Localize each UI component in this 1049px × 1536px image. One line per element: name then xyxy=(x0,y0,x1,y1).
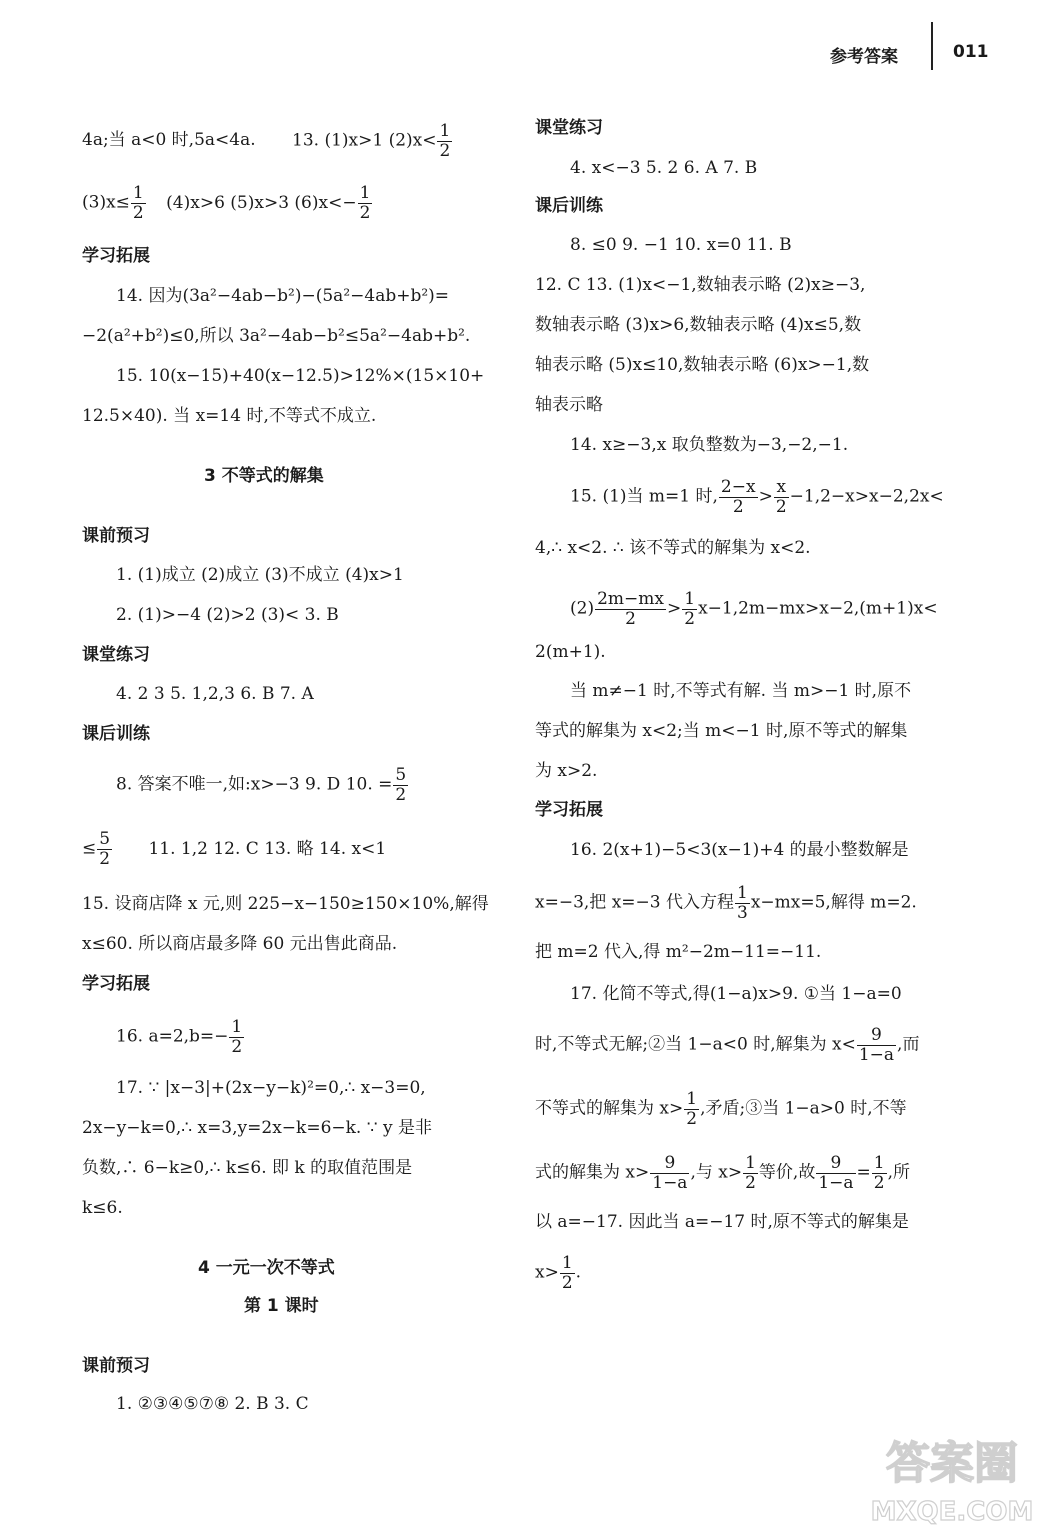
section-heading: 学习拓展 xyxy=(82,246,150,266)
answer-line: 数轴表示略 (3)x>6,数轴表示略 (4)x≤5,数 xyxy=(535,315,862,335)
answer-line: 16. 2(x+1)−5<3(x−1)+4 的最小整数解是 xyxy=(570,840,909,860)
answer-line: 2x−y−k=0,∴ x=3,y=2x−k=6−k. ∵ y 是非 xyxy=(82,1118,432,1138)
fraction: $\frac{5}{2}$ xyxy=(99,829,111,869)
section-heading: 课后训练 xyxy=(535,196,603,216)
text: 13. (1)x>1 (2)x< xyxy=(292,130,437,151)
answer-line xyxy=(535,1154,910,1192)
answer-line xyxy=(535,1254,581,1292)
fraction: $\frac{1}{2}$ xyxy=(439,121,451,161)
text: 时,不等式无解;②当 1−a<0 时,解集为 x< xyxy=(535,1034,856,1055)
answer-line: 把 m=2 代入,得 m²−2m−11=−11. xyxy=(535,942,822,962)
fraction: $\frac{1}{2}$ xyxy=(132,183,144,223)
answer-line xyxy=(116,766,409,804)
fraction: $\frac{x}{2}$ xyxy=(775,477,787,517)
fraction: $\frac{1}{2}$ xyxy=(231,1017,243,1057)
section-subtitle: 第 1 课时 xyxy=(244,1296,319,1316)
fraction: $\frac{9}{1-a}$ xyxy=(818,1153,854,1193)
answer-line: 2. (1)>−4 (2)>2 (3)< 3. B xyxy=(116,605,339,625)
answer-line: k≤6. xyxy=(82,1198,123,1218)
section-heading: 学习拓展 xyxy=(535,800,603,820)
answer-line: 当 m≠−1 时,不等式有解. 当 m>−1 时,原不 xyxy=(570,681,912,701)
text: ≤ xyxy=(82,838,97,859)
answer-line: 1. (1)成立 (2)成立 (3)不成立 (4)x>1 xyxy=(116,565,404,585)
text: x=−3,把 x=−3 代入方程 xyxy=(535,892,734,913)
answer-line xyxy=(535,1026,919,1064)
text: (2) xyxy=(570,598,595,619)
fraction: $\frac{1}{2}$ xyxy=(561,1253,573,1293)
answer-line: 14. 因为(3a²−4ab−b²)−(5a²−4ab+b²)= xyxy=(116,286,450,306)
answer-line xyxy=(82,132,256,149)
text: (3)x≤ xyxy=(82,192,130,213)
text: (4)x>6 (5)x>3 (6)x<− xyxy=(166,192,357,213)
answer-line: 1. ②③④⑤⑦⑧ 2. B 3. C xyxy=(116,1394,309,1414)
section-title: 4 一元一次不等式 xyxy=(198,1258,335,1278)
answer-line: 轴表示略 (5)x≤10,数轴表示略 (6)x>−1,数 xyxy=(535,355,870,375)
answer-line xyxy=(116,1018,245,1056)
fraction: $\frac{5}{2}$ xyxy=(395,765,407,805)
text: ,而 xyxy=(897,1034,920,1055)
answer-line xyxy=(292,122,453,160)
answer-line: 轴表示略 xyxy=(535,395,603,415)
answer-line xyxy=(535,884,917,922)
text: = xyxy=(856,1162,871,1183)
page-number: 011 xyxy=(953,42,989,62)
answer-line: 以 a=−17. 因此当 a=−17 时,原不等式的解集是 xyxy=(535,1212,909,1232)
text: x−mx=5,解得 m=2. xyxy=(750,892,917,913)
fraction: $\frac{2m-mx}{2}$ xyxy=(597,589,664,629)
section-heading: 课后训练 xyxy=(82,724,150,744)
answer-line: 12.5×40). 当 x=14 时,不等式不成立. xyxy=(82,406,377,426)
fraction: $\frac{1}{3}$ xyxy=(737,883,748,923)
text: 15. (1)当 m=1 时, xyxy=(570,486,718,507)
text: x−1,2m−mx>x−2,(m+1)x< xyxy=(698,598,938,619)
answer-line: 4. x<−3 5. 2 6. A 7. B xyxy=(570,158,758,178)
fraction: $\frac{1}{2}$ xyxy=(684,589,696,629)
period: . xyxy=(575,1262,582,1283)
fraction: $\frac{9}{1-a}$ xyxy=(652,1153,688,1193)
section-heading: 课前预习 xyxy=(82,526,150,546)
text: 等价,故 xyxy=(758,1162,816,1183)
text: −1,2−x>x−2,2x< xyxy=(789,486,944,507)
text: 4a;当 a<0 时,5a<4a. xyxy=(82,130,256,150)
answer-line: (2) $\frac{2m-mx}{2}$ > $\frac{1}{2}$ x−1,2m−mx>x−2,(m+1)x< xyxy=(570,589,938,629)
fraction: $\frac{1}{2}$ xyxy=(745,1153,756,1193)
answer-line: 2(m+1). xyxy=(535,642,606,662)
watermark-text-top: 答案圈 xyxy=(886,1438,1018,1489)
header-divider xyxy=(931,22,933,70)
answer-line: 等式的解集为 x<2;当 m<−1 时,原不等式的解集 xyxy=(535,721,908,741)
answer-line: 8. ≤0 9. −1 10. x=0 11. B xyxy=(570,235,792,255)
answer-line xyxy=(82,184,373,222)
text: 16. a=2,b=− xyxy=(116,1026,229,1047)
fraction: $\frac{1}{2}$ xyxy=(873,1153,885,1193)
text: 11. 1,2 12. C 13. 略 14. x<1 xyxy=(148,838,387,859)
section-heading: 课堂练习 xyxy=(82,645,150,665)
text: 不等式的解集为 x> xyxy=(535,1098,684,1119)
text: 8. 答案不唯一,如:x>−3 9. D 10. = xyxy=(116,774,393,795)
section-heading: 课堂练习 xyxy=(535,118,603,138)
text: 式的解集为 x> xyxy=(535,1162,650,1183)
answer-line: 4,∴ x<2. ∴ 该不等式的解集为 x<2. xyxy=(535,538,811,558)
answer-line: 17. ∵ |x−3|+(2x−y−k)²=0,∴ x−3=0, xyxy=(116,1078,426,1098)
watermark-text-bottom: MXQE.COM xyxy=(870,1497,1034,1527)
answer-line: 15. (1)当 m=1 时, $\frac{2-x}{2}$ > $\frac{x}{2}$ −1,2−x>x−2,2x< xyxy=(570,477,944,517)
text: ,与 x> xyxy=(690,1162,743,1183)
text: x> xyxy=(535,1262,559,1283)
answer-line: 14. x≥−3,x 取负整数为−3,−2,−1. xyxy=(570,435,849,455)
watermark-logo xyxy=(860,1420,1045,1530)
answer-line: 12. C 13. (1)x<−1,数轴表示略 (2)x≥−3, xyxy=(535,275,866,295)
answer-line: 4. 2 3 5. 1,2,3 6. B 7. A xyxy=(116,684,314,704)
section-title: 3 不等式的解集 xyxy=(204,466,324,486)
text: ,矛盾;③当 1−a>0 时,不等 xyxy=(700,1098,907,1119)
answer-line: 为 x>2. xyxy=(535,761,598,781)
section-heading: 课前预习 xyxy=(82,1356,150,1376)
answer-line: 17. 化简不等式,得(1−a)x>9. ①当 1−a=0 xyxy=(570,984,902,1004)
answer-line: 负数,∴ 6−k≥0,∴ k≤6. 即 k 的取值范围是 xyxy=(82,1158,413,1178)
answer-line: x≤60. 所以商店最多降 60 元出售此商品. xyxy=(82,934,398,954)
fraction: $\frac{1}{2}$ xyxy=(686,1089,698,1129)
header-title: 参考答案 xyxy=(830,47,898,67)
text: ,所 xyxy=(887,1162,911,1183)
fraction: $\frac{1}{2}$ xyxy=(359,183,371,223)
fraction: $\frac{9}{1-a}$ xyxy=(858,1025,895,1065)
answer-line: 15. 设商店降 x 元,则 225−x−150≥150×10%,解得 xyxy=(82,894,489,914)
section-heading: 学习拓展 xyxy=(82,974,150,994)
answer-line xyxy=(535,1090,907,1128)
answer-line: 15. 10(x−15)+40(x−12.5)>12%×(15×10+ xyxy=(116,366,485,386)
fraction: $\frac{2-x}{2}$ xyxy=(720,477,756,517)
answer-line: −2(a²+b²)≤0,所以 3a²−4ab−b²≤5a²−4ab+b². xyxy=(82,326,471,346)
answer-line xyxy=(82,830,386,868)
